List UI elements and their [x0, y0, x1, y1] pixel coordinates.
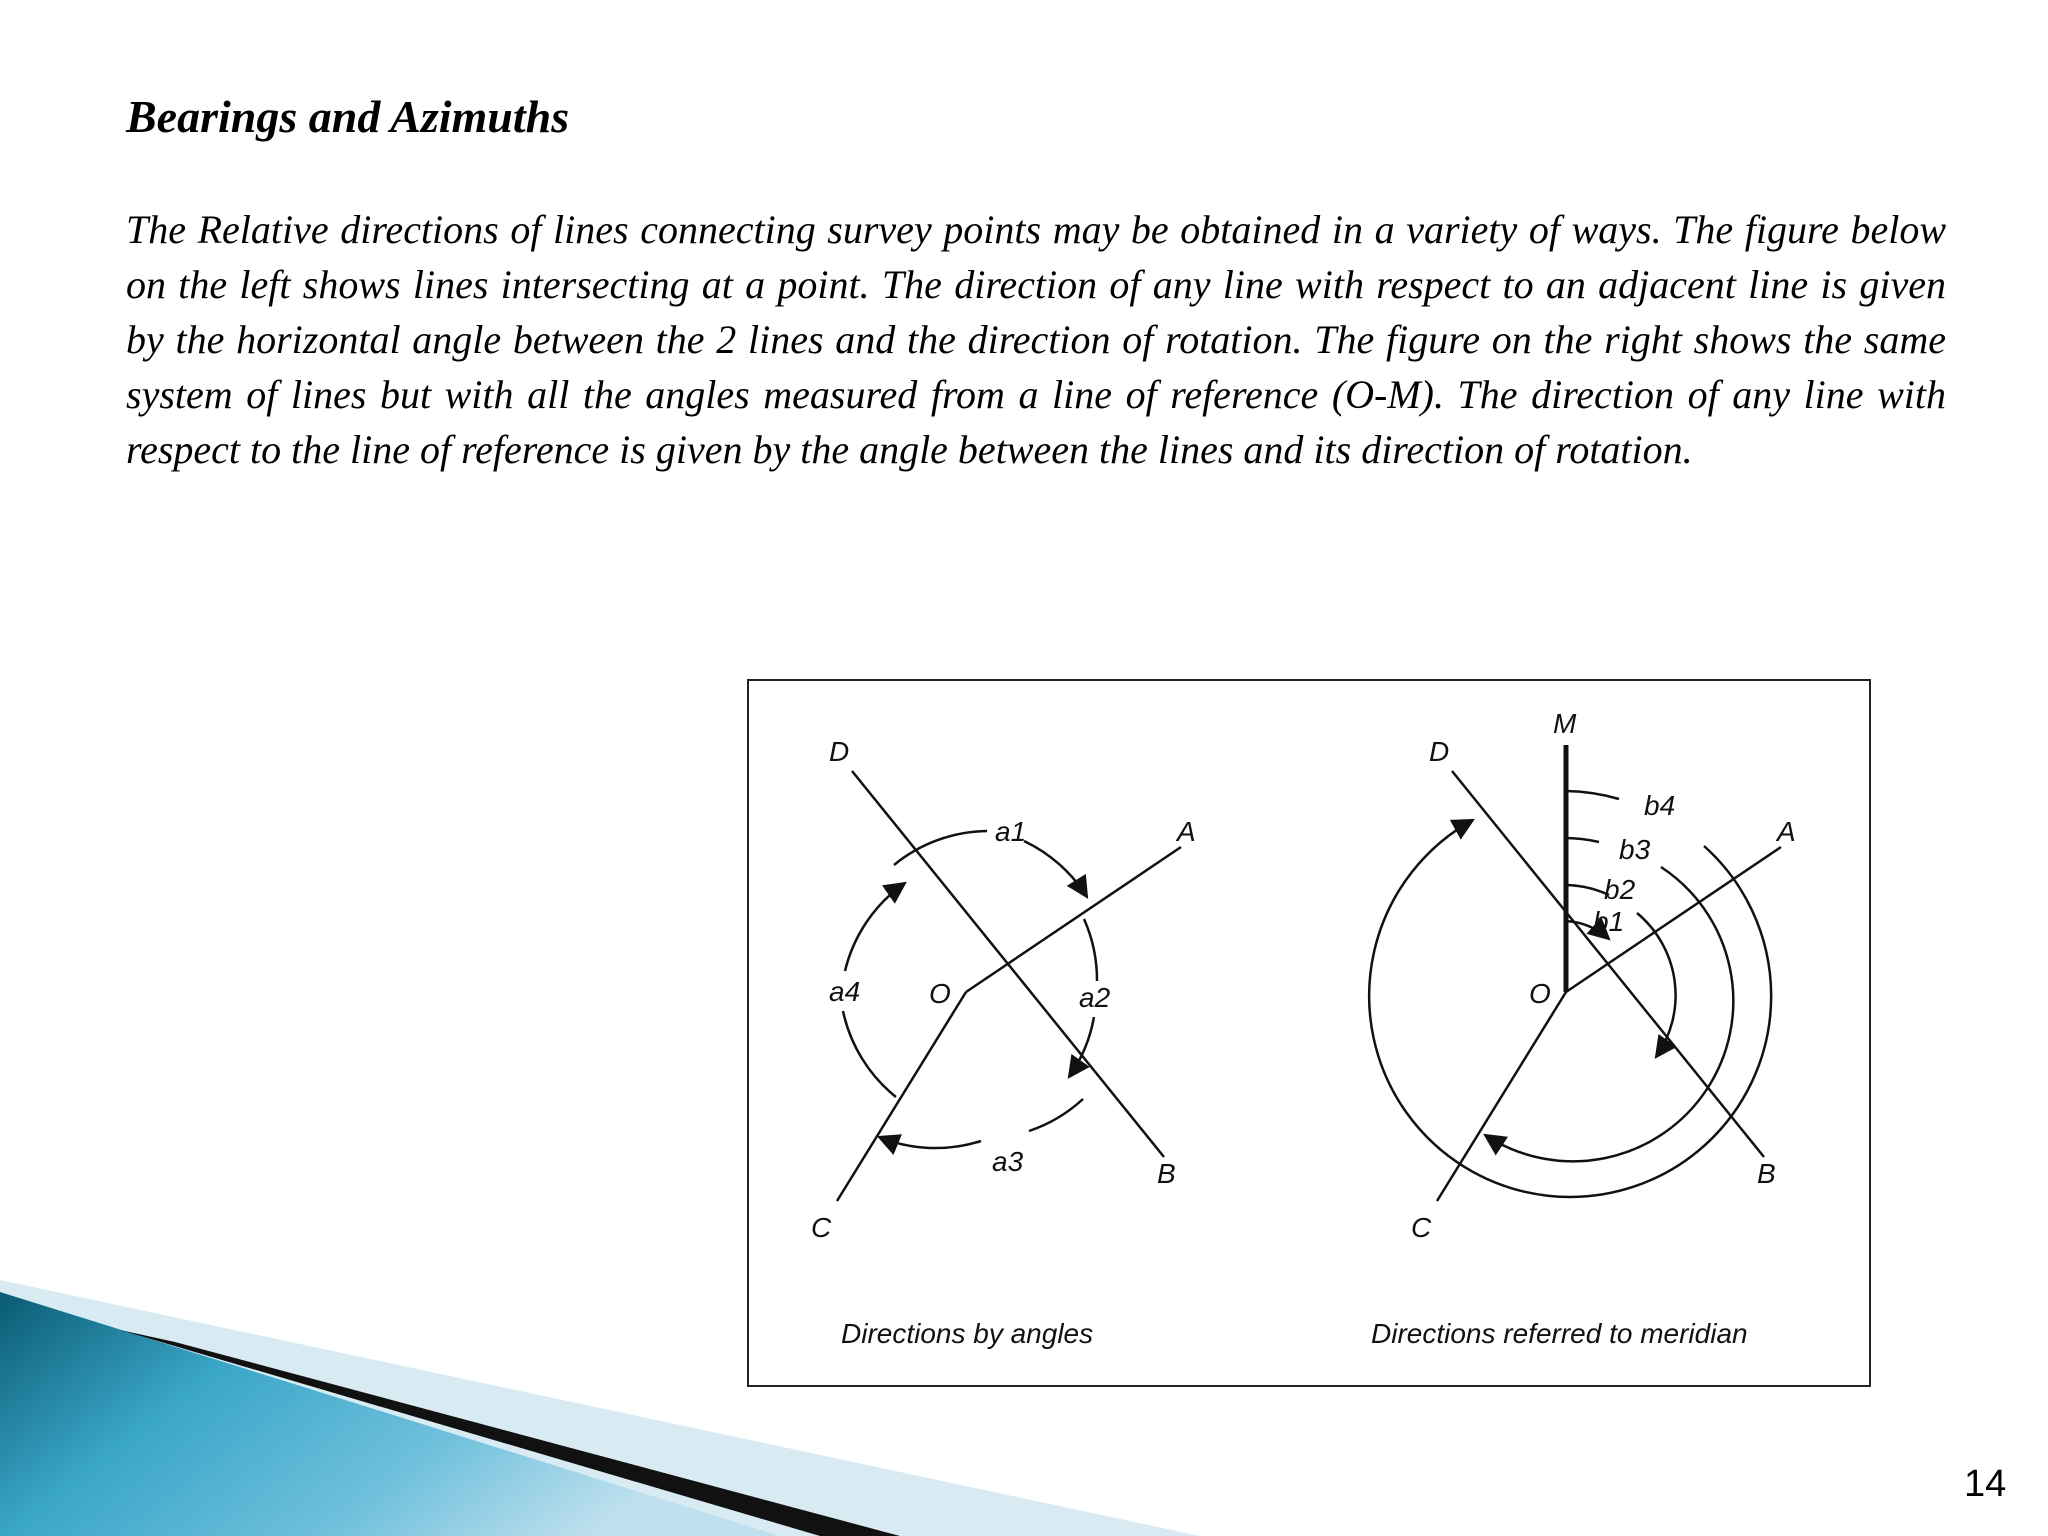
- left-arc-a2-start: [1084, 919, 1097, 981]
- right-caption: Directions referred to meridian: [1371, 1318, 1748, 1349]
- right-label-c: C: [1411, 1212, 1432, 1243]
- right-label-b3: b3: [1619, 834, 1651, 865]
- left-label-c: C: [811, 1212, 832, 1243]
- left-arc-a3-end: [879, 1137, 981, 1148]
- right-label-b2: b2: [1604, 874, 1636, 905]
- left-label-d: D: [829, 736, 850, 767]
- right-label-b1: b1: [1593, 906, 1625, 937]
- bearings-figure: [749, 681, 1873, 1389]
- right-line-o-c: [1437, 992, 1566, 1201]
- left-label-b: B: [1157, 1158, 1176, 1189]
- left-arc-a4-start: [843, 1011, 896, 1097]
- slide-body-text: The Relative directions of lines connecting survey points may be obtained in a variety of ways. The figure below on the left shows lines intersecting at a point. The direction of any line with respect to an adjacent line is given by the horizontal angle between the 2 lines and the direction of rotation. The figure on the right shows the same system of lines but with all the angles measured from a line of reference (O-M). The direction of any line with respect to the line of reference is given by the angle between the lines and its direction of rotation.: [126, 207, 1946, 472]
- left-line-o-c: [837, 992, 966, 1201]
- right-arc-b3: [1566, 838, 1599, 842]
- right-label-b: B: [1757, 1158, 1776, 1189]
- left-arc-a3-start: [1029, 1099, 1083, 1131]
- left-arc-a4-end: [845, 883, 905, 971]
- right-arc-b4-end: [1369, 820, 1771, 1197]
- slide-title: Bearings and Azimuths: [126, 91, 570, 142]
- page-number: 14: [1964, 1463, 2007, 1505]
- left-label-a4: a4: [829, 976, 861, 1007]
- right-diagram: [1369, 745, 1781, 1201]
- left-arc-a1: [894, 831, 987, 865]
- left-label-a3: a3: [992, 1146, 1024, 1177]
- right-label-o: O: [1529, 978, 1551, 1009]
- left-label-a1: a1: [995, 816, 1027, 847]
- right-arc-b2: [1566, 885, 1609, 895]
- left-label-o: O: [929, 978, 951, 1009]
- figure-frame: [747, 679, 1871, 1387]
- right-arc-b2-end: [1637, 913, 1676, 1057]
- left-arc-a2-end: [1069, 1017, 1094, 1077]
- left-line-o-a: [966, 847, 1181, 992]
- left-arc-a1-end: [1024, 841, 1087, 897]
- right-label-a: A: [1777, 816, 1796, 847]
- right-label-b4: b4: [1644, 790, 1676, 821]
- left-labels: [811, 736, 1196, 1349]
- right-arc-b4: [1566, 791, 1619, 799]
- left-caption: Directions by angles: [841, 1318, 1094, 1349]
- left-label-a: A: [1177, 816, 1196, 847]
- right-label-m: M: [1553, 708, 1577, 739]
- left-label-a2: a2: [1079, 982, 1111, 1013]
- right-label-d: D: [1429, 736, 1450, 767]
